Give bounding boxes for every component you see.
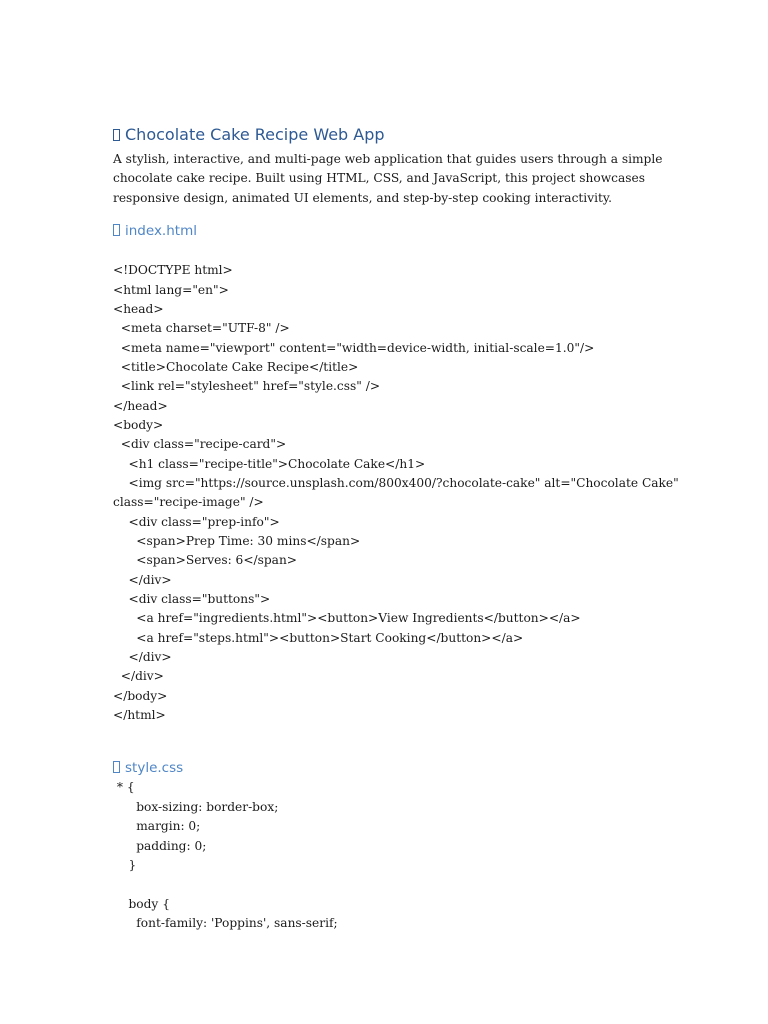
code-line: </div> <box>113 572 172 587</box>
code-line <box>113 875 673 894</box>
document-title-text: Chocolate Cake Recipe Web App <box>125 125 385 144</box>
code-line: <meta charset="UTF-8" /> <box>113 321 290 336</box>
code-line: <html lang="en"> <box>113 282 229 297</box>
section-heading-style-css <box>113 758 673 778</box>
code-line: </head> <box>113 398 168 413</box>
missing-emoji-icon <box>113 761 120 773</box>
code-block-style-css <box>113 778 673 933</box>
code-line: <title>Chocolate Cake Recipe</title> <box>113 359 359 374</box>
code-line: <link rel="stylesheet" href="style.css" /> <box>113 379 381 394</box>
code-line: <div class="recipe-card"> <box>113 437 287 452</box>
code-line: <meta name="viewport" content="width=device-width, initial-scale=1.0"/> <box>113 340 595 355</box>
code-line: } <box>113 857 137 872</box>
code-block-index-html <box>113 261 679 725</box>
code-line: </html> <box>113 708 166 723</box>
code-line: <img src="https://source.unsplash.com/800x400/?chocolate-cake" alt="Chocolate Cake" <box>113 476 679 490</box>
code-line: font-family: 'Poppins', sans-serif; <box>113 915 338 930</box>
code-line: class="recipe-image" /> <box>113 495 264 510</box>
intro-paragraph <box>113 150 673 208</box>
code-line: <h1 class="recipe-title">Chocolate Cake</h1> <box>113 456 426 471</box>
code-line: margin: 0; <box>113 819 201 834</box>
code-line: <head> <box>113 301 164 316</box>
code-line: <body> <box>113 417 164 432</box>
code-line: <!DOCTYPE html> <box>113 263 233 278</box>
section-heading-index-html <box>113 221 673 241</box>
document-title <box>113 124 673 146</box>
code-line: <div class="prep-info"> <box>113 514 280 529</box>
intro-line: responsive design, animated UI elements, and step-by-step cooking interactivity. <box>113 190 613 205</box>
code-line: box-sizing: border-box; <box>113 799 279 814</box>
code-line: </body> <box>113 688 168 703</box>
code-line: <span>Serves: 6</span> <box>113 553 298 568</box>
document-page <box>113 124 679 933</box>
missing-emoji-icon <box>113 129 120 141</box>
section-heading-text: style.css <box>125 760 184 777</box>
code-line: body { <box>113 896 170 911</box>
code-line: * { <box>113 780 135 795</box>
code-line: <span>Prep Time: 30 mins</span> <box>113 534 361 549</box>
code-line: <div class="buttons"> <box>113 592 271 607</box>
code-line: <a href="ingredients.html"><button>View Ingredients</button></a> <box>113 611 581 626</box>
code-line: </div> <box>113 669 164 684</box>
intro-line: chocolate cake recipe. Built using HTML, CSS, and JavaScript, this project showcases <box>113 171 645 186</box>
code-line: </div> <box>113 650 172 665</box>
code-line: padding: 0; <box>113 838 207 853</box>
missing-emoji-icon <box>113 224 120 236</box>
code-line: <a href="steps.html"><button>Start Cooking</button></a> <box>113 630 524 645</box>
section-heading-text: index.html <box>125 223 197 240</box>
intro-line: A stylish, interactive, and multi-page web application that guides users through a simple <box>113 152 663 166</box>
